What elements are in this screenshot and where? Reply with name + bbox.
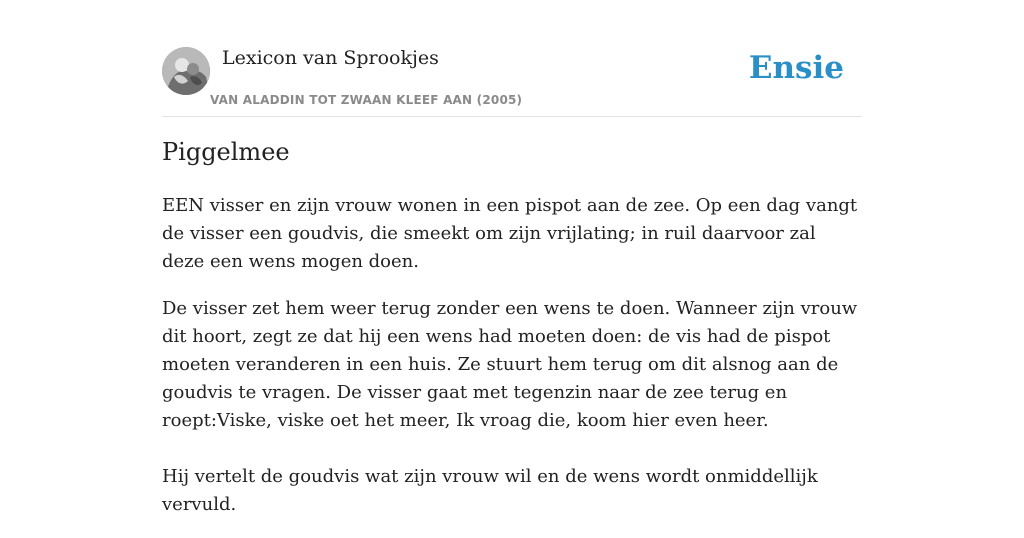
article-header — [162, 44, 862, 117]
source-subtitle: VAN ALADDIN TOT ZWAAN KLEEF AAN (2005) — [210, 93, 523, 107]
article-title: Piggelmee — [162, 138, 290, 166]
book-cover-illustration-icon — [162, 47, 210, 95]
source-title[interactable]: Lexicon van Sprookjes — [222, 47, 439, 69]
article-paragraph: Hij vertelt de goudvis wat zijn vrouw wil en de wens wordt onmiddellijk vervuld. — [162, 466, 818, 515]
article-paragraph: De visser zet hem weer terug zonder een wens te doen. Wanneer zijn vrouw dit hoort, zegt ze dat hij een wens had moeten doen: de vis had de pispot moeten veranderen in een huis. Ze stuurt hem terug om dit alsnog aan de goudvis te vragen. De visser gaat met tegenzin naar de zee terug en roept:Viske, viske oet het meer, Ik vroag die, koom hier even heer. — [162, 298, 858, 431]
article-body — [162, 192, 862, 538]
source-avatar[interactable] — [162, 47, 210, 95]
article-paragraph: EEN visser en zijn vrouw wonen in een pispot aan de zee. Op een dag vangt de visser een goudvis, die smeekt om zijn vrijlating; in ruil daarvoor zal deze een wens mogen doen. — [162, 195, 858, 272]
brand-logo-link[interactable]: Ensie — [748, 50, 844, 86]
